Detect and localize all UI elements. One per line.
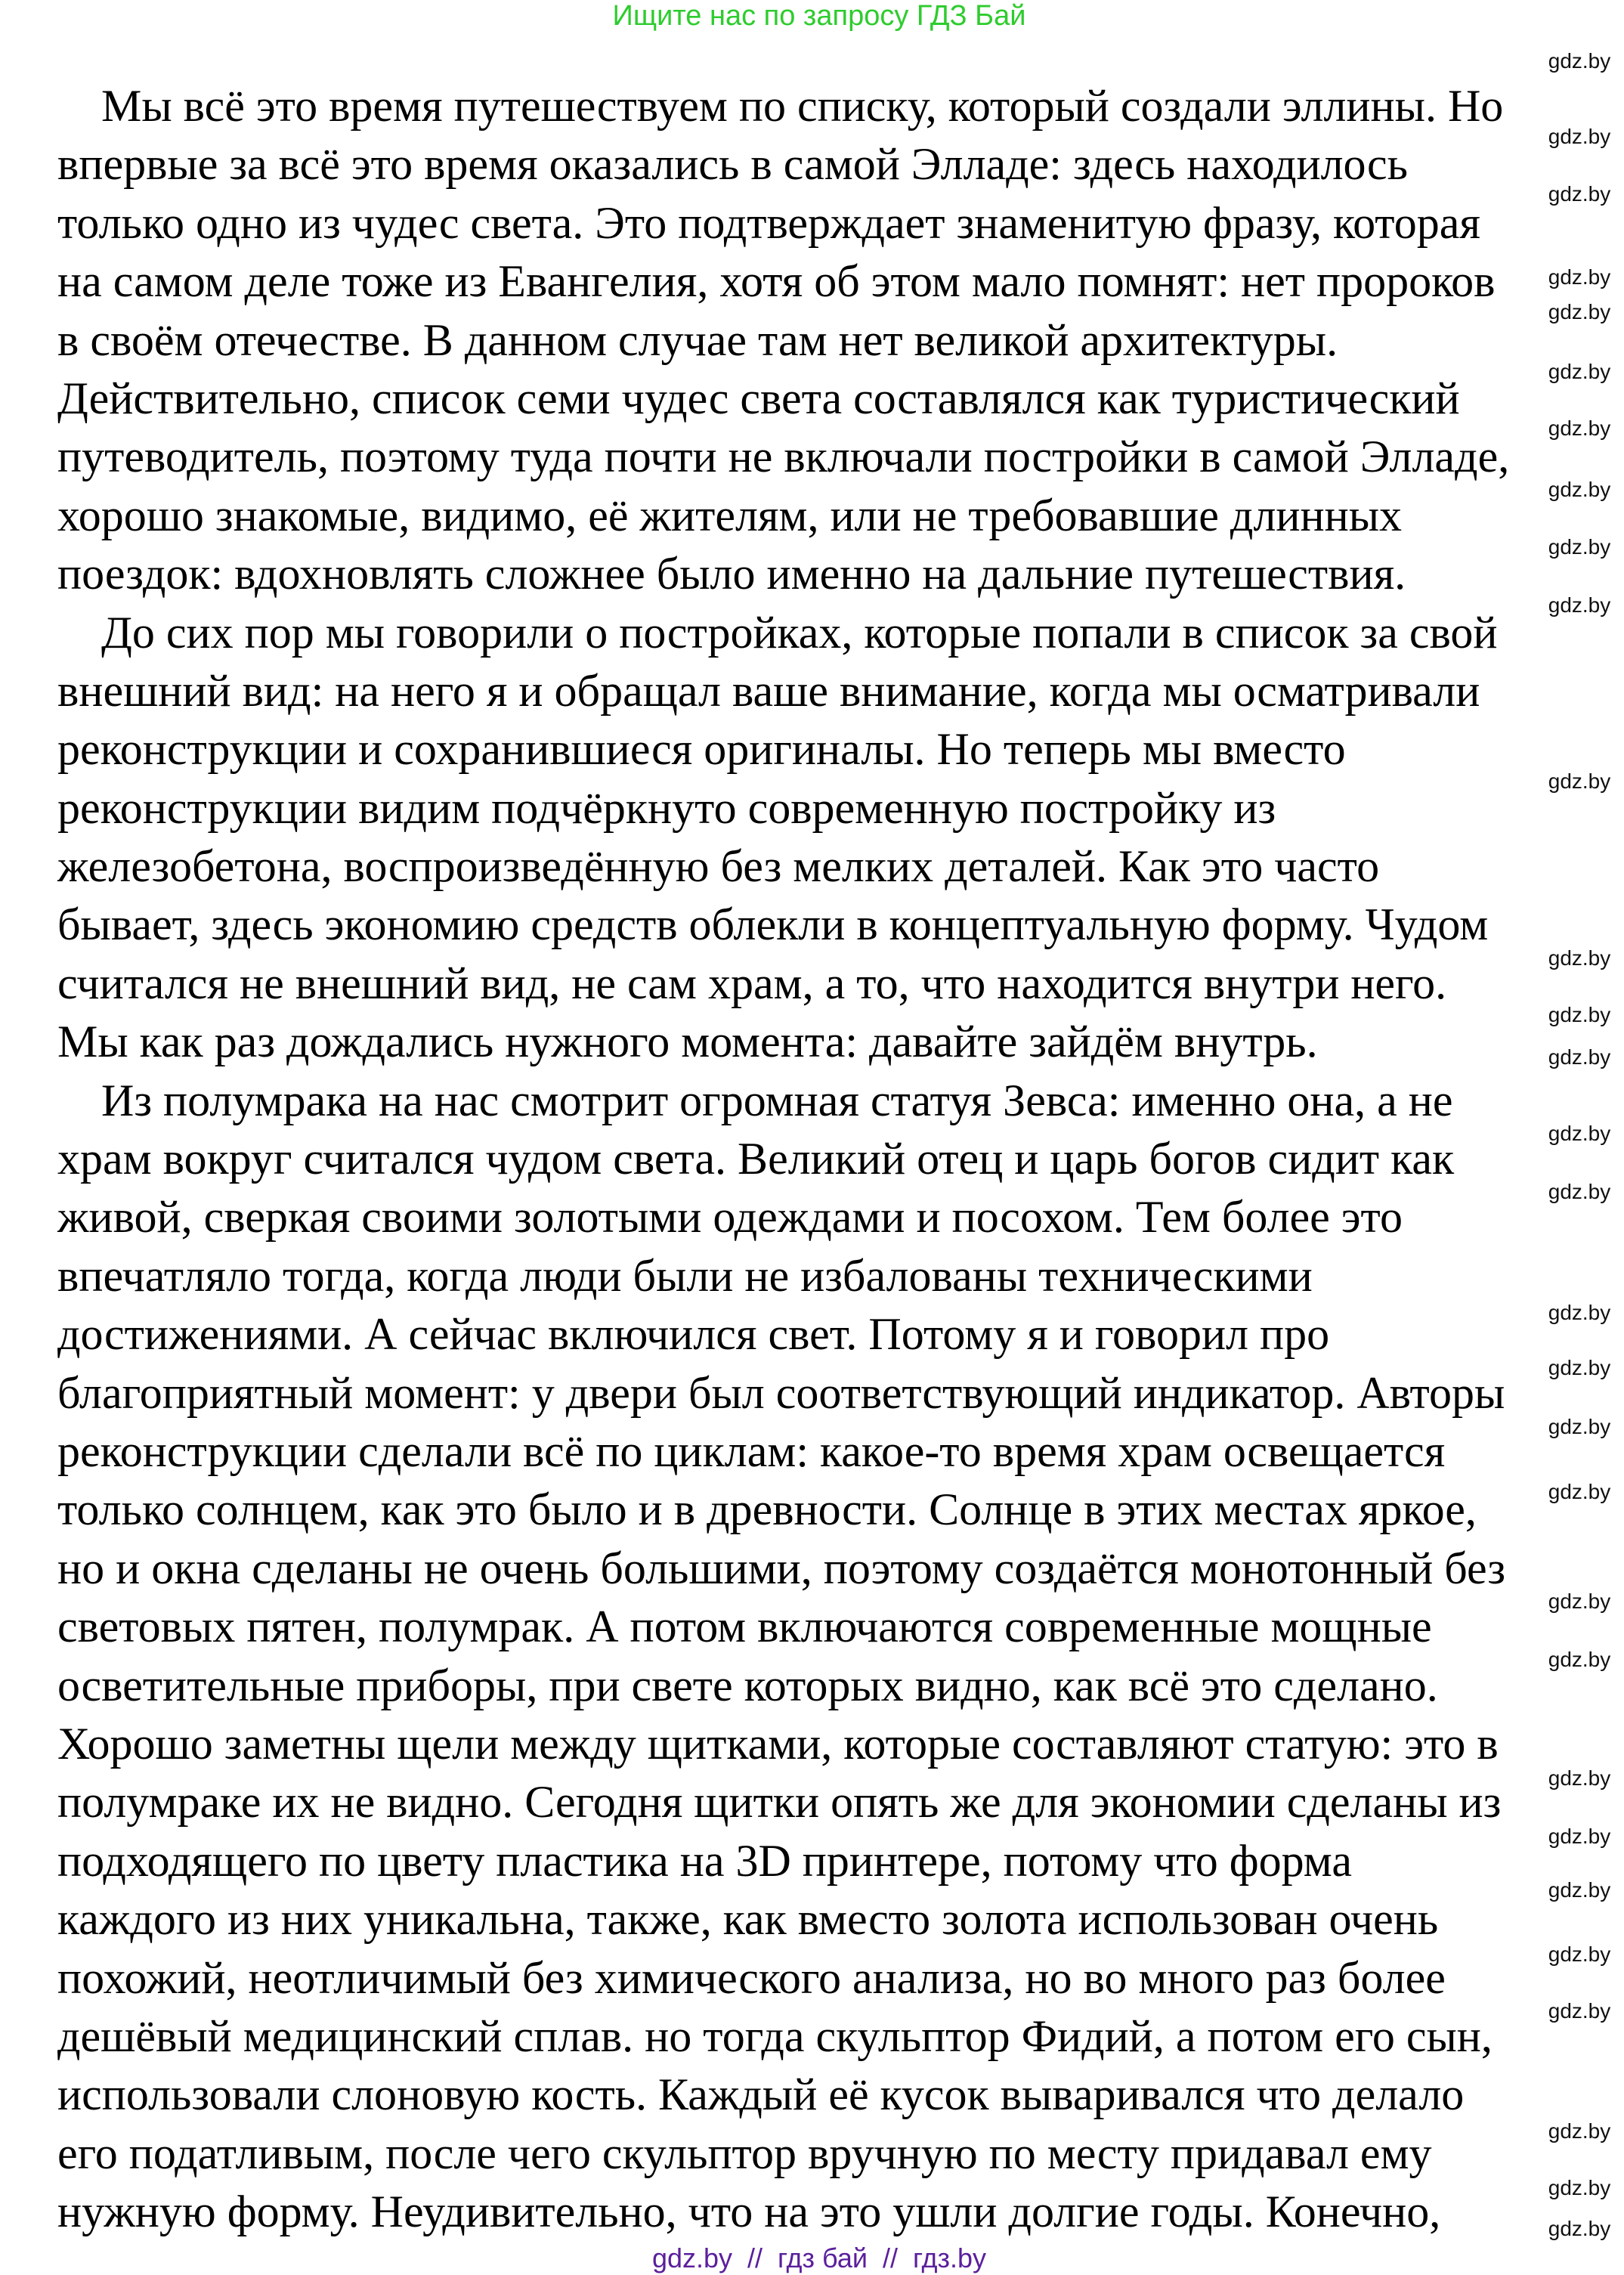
text-line: Из полумрака на нас смотрит огромная статуя Зевса: именно она, а не	[101, 1075, 1453, 1125]
watermark: gdz.by	[1548, 1999, 1611, 2023]
watermark: gdz.by	[1548, 478, 1611, 502]
text-line: но и окна сделаны не очень большими, поэтому создаётся монотонный без	[57, 1543, 1506, 1593]
text-line: внешний вид: на него я и обращал ваше внимание, когда мы осматривали	[57, 665, 1480, 716]
watermark: gdz.by	[1548, 1480, 1611, 1504]
watermark: gdz.by	[1548, 181, 1611, 206]
watermark: gdz.by	[1548, 1589, 1611, 1614]
text-line: на самом деле тоже из Евангелия, хотя об этом мало помнят: нет пророков	[57, 256, 1496, 307]
text-line: бывает, здесь экономию средств облекли в концептуальную форму. Чудом	[57, 899, 1489, 950]
text-line: дешёвый медицинский сплав. но тогда скульптор Фидий, а потом его сын,	[57, 2010, 1493, 2061]
watermark: gdz.by	[1548, 1121, 1611, 1145]
text-line: достижениями. А сейчас включился свет. Потому я и говорил про	[57, 1309, 1330, 1360]
watermark: gdz.by	[1548, 1301, 1611, 1324]
watermark: gdz.by	[1548, 1824, 1611, 1848]
watermark: gdz.by	[1548, 360, 1611, 384]
text-line: полумраке их не видно. Сегодня щитки опять же для экономии сделаны из	[57, 1777, 1502, 1828]
text-line: реконструкции и сохранившиеся оригиналы. Но теперь мы вместо	[57, 724, 1346, 775]
text-line: реконструкции сделали всё по циклам: какое-то время храм освещается	[57, 1425, 1446, 1476]
watermark: gdz.by	[1548, 125, 1611, 149]
text-line: его податливым, после чего скульптор вручную по месту придавал ему	[57, 2128, 1432, 2178]
text-line: в своём отечестве. В данном случае там нет великой архитектуры.	[57, 314, 1338, 365]
watermark: gdz.by	[1548, 416, 1611, 441]
watermark: gdz.by	[1548, 1766, 1611, 1790]
watermark: gdz.by	[1548, 1179, 1611, 1203]
watermark: gdz.by	[1548, 1648, 1611, 1672]
text-line: Действительно, список семи чудес света составлялся как туристический	[57, 373, 1460, 423]
text-line: До сих пор мы говорили о постройках, которые попали в список за свой	[101, 607, 1498, 658]
watermark: gdz.by	[1548, 2119, 1611, 2143]
text-line: реконструкции видим подчёркнуто современную постройку из	[57, 782, 1276, 833]
text-line: Мы как раз дождались нужного момента: давайте зайдём внутрь.	[57, 1017, 1318, 1067]
text-line: только солнцем, как это было и в древности. Солнце в этих местах яркое,	[57, 1484, 1477, 1535]
footer-links[interactable]: gdz.by // гдз бай // гдз.by	[651, 2242, 987, 2273]
watermark: gdz.by	[1548, 946, 1611, 970]
search-hint-header: Ищите нас по запросу ГДЗ Бай	[612, 0, 1026, 32]
text-line: только одно из чудес света. Это подтверждает знаменитую фразу, которая	[57, 197, 1480, 248]
text-line: путеводитель, поэтому туда почти не включали постройки в самой Элладе,	[57, 432, 1510, 482]
text-line: считался не внешний вид, не сам храм, а то, что находится внутри него.	[57, 958, 1447, 1008]
text-line: впечатляло тогда, когда люди были не избалованы техническими	[57, 1250, 1313, 1301]
text-line: Хорошо заметны щели между щитками, которые составляют статую: это в	[57, 1718, 1499, 1769]
watermark: gdz.by	[1548, 1003, 1611, 1027]
watermark: gdz.by	[1548, 2217, 1611, 2241]
text-line: нужную форму. Неудивительно, что на это ушли долгие годы. Конечно,	[57, 2187, 1441, 2237]
watermark: gdz.by	[1548, 1878, 1611, 1902]
watermark: gdz.by	[1548, 534, 1611, 559]
text-line: живой, сверкая своими золотыми одеждами и посохом. Тем более это	[57, 1192, 1403, 1243]
text-line: осветительные приборы, при свете которых видно, как всё это сделано.	[57, 1660, 1438, 1710]
watermark: gdz.by	[1548, 769, 1611, 794]
text-line: использовали слоновую кость. Каждый её кусок вываривался что делало	[57, 2069, 1465, 2120]
watermark: gdz.by	[1548, 300, 1611, 324]
watermark: gdz.by	[1548, 1045, 1611, 1069]
text-line: хорошо знакомые, видимо, её жителям, или не требовавшие длинных	[57, 490, 1403, 540]
text-line: каждого из них уникальна, также, как вместо золота использован очень	[57, 1894, 1439, 1945]
text-line: Мы всё это время путешествуем по списку, который создали эллины. Но	[101, 81, 1504, 131]
watermark: gdz.by	[1548, 1942, 1611, 1967]
watermark: gdz.by	[1548, 265, 1611, 289]
watermark: gdz.by	[1548, 593, 1611, 617]
watermark: gdz.by	[1548, 1414, 1611, 1438]
text-line: благоприятный момент: у двери был соответствующий индикатор. Авторы	[57, 1367, 1505, 1418]
text-line: железобетона, воспроизведённую без мелких деталей. Как это часто	[57, 841, 1380, 892]
watermark: gdz.by	[1548, 1356, 1611, 1380]
text-line: храм вокруг считался чудом света. Великий отец и царь богов сидит как	[57, 1134, 1455, 1184]
text-line: подходящего по цвету пластика на 3D принтере, потому что форма	[57, 1835, 1352, 1886]
watermark: gdz.by	[1548, 2176, 1611, 2199]
text-line: световых пятен, полумрак. А потом включаются современные мощные	[57, 1602, 1432, 1652]
document-body	[57, 77, 1509, 2241]
text-line: поездок: вдохновлять сложнее было именно на дальние путешествия.	[57, 549, 1406, 599]
text-line: похожий, неотличимый без химического анализа, но во много раз более	[57, 1952, 1446, 2003]
text-line: впервые за всё это время оказались в самой Элладе: здесь находилось	[57, 139, 1409, 190]
watermark: gdz.by	[1548, 49, 1611, 73]
